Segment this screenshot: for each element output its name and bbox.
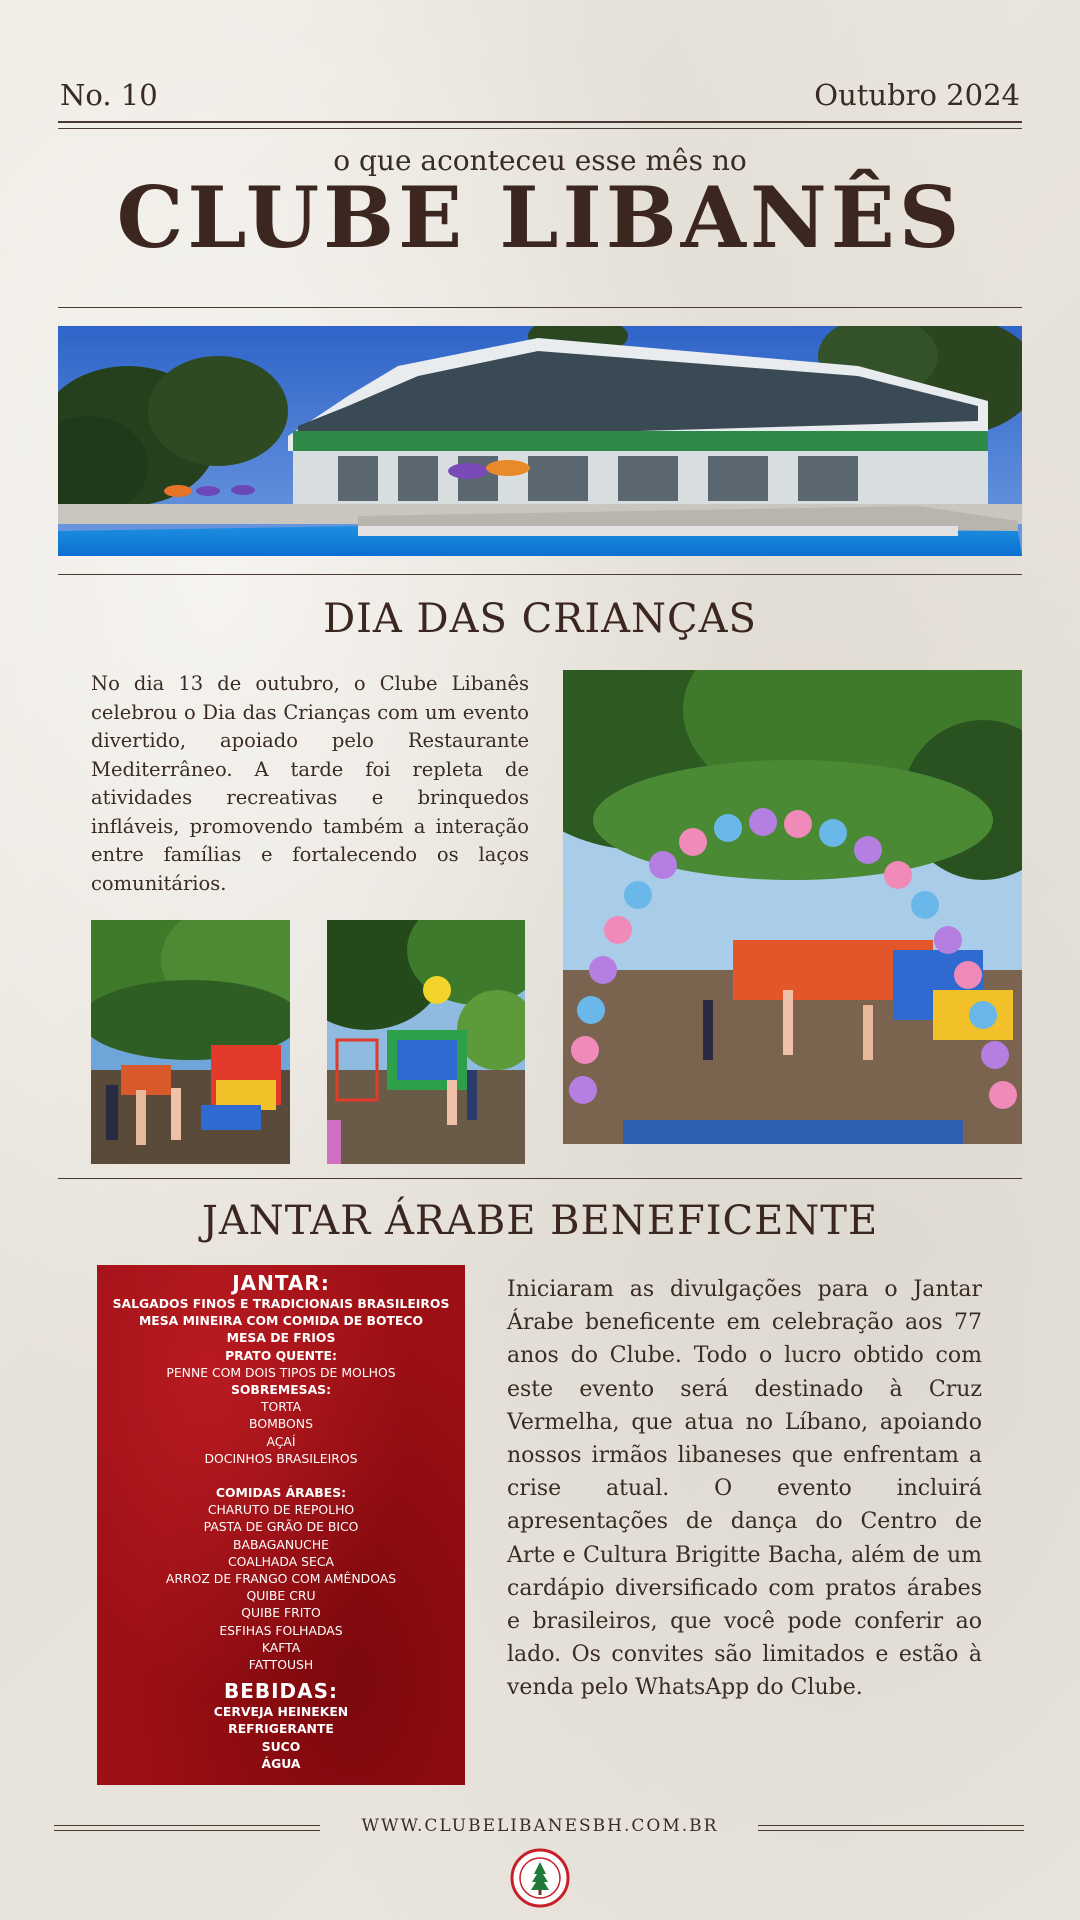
kids-section-bottom-rule — [58, 1178, 1022, 1179]
menu-item: FATTOUSH — [248, 1657, 314, 1673]
menu-item: BABAGANUCHE — [233, 1536, 329, 1552]
menu-item: SALGADOS FINOS E TRADICIONAIS BRASILEIROS — [112, 1296, 450, 1311]
masthead-rule — [58, 121, 1022, 129]
menu-item: DOCINHOS BRASILEIROS — [204, 1450, 358, 1466]
menu-jantar-title: JANTAR: — [232, 1271, 330, 1295]
hero-bottom-rule — [58, 574, 1022, 575]
clubhouse-pool-photo — [58, 326, 1022, 556]
menu-item: ARROZ DE FRANGO COM AMÊNDOAS — [165, 1571, 397, 1587]
menu-item: PENNE COM DOIS TIPOS DE MOLHOS — [166, 1364, 396, 1380]
kids-photo-playground — [327, 920, 525, 1164]
dinner-section-title: JANTAR ÁRABE BENEFICENTE — [201, 1198, 879, 1244]
issue-date: Outubro 2024 — [814, 78, 1020, 112]
menu-item: AÇAÍ — [266, 1433, 296, 1449]
masthead-title: CLUBE LIBANÊS — [116, 168, 964, 267]
menu-prato-title: PRATO QUENTE: — [225, 1347, 337, 1363]
menu-bebidas-title: BEBIDAS: — [223, 1679, 339, 1704]
menu-item: COALHADA SECA — [228, 1553, 334, 1569]
issue-number: No. 10 — [60, 78, 158, 112]
menu-item: MESA DE FRIOS — [226, 1330, 336, 1346]
kids-photo-inflatables — [91, 920, 290, 1164]
menu-item: QUIBE FRITO — [241, 1605, 321, 1621]
footer-rule-right — [758, 1825, 1024, 1831]
menu-item: BOMBONS — [249, 1416, 313, 1432]
menu-item: TORTA — [260, 1399, 302, 1415]
menu-item: KAFTA — [261, 1639, 301, 1655]
kids-photo-balloon-arch — [563, 670, 1022, 1144]
dinner-section-text: Iniciaram as divulgações para o Jantar Árabe beneficente em celebração aos 77 anos do Clube. Todo o lucro obtido com este evento será destinado à Cruz Vermelha, que atua no Líbano, apoiando nossos irmãos libaneses que enfrentam a crise atual. O evento incluirá apresentações de dança do Centro de Arte e Cultura Brigitte Bacha, além de um cardápio diversificado com pratos árabes e brasileiros, que você pode conferir ao lado. Os convites são limitados e estão à venda pelo WhatsApp do Clube. — [507, 1277, 982, 1701]
menu-item: ÁGUA — [261, 1755, 301, 1771]
club-seal-logo — [510, 1848, 570, 1908]
menu-arabes-title: COMIDAS ÁRABES: — [215, 1485, 347, 1501]
menu-item: REFRIGERANTE — [228, 1721, 334, 1737]
footer-website-link[interactable]: WWW.CLUBELIBANESBH.COM.BR — [361, 1816, 719, 1836]
menu-sobremesas-title: SOBREMESAS: — [230, 1382, 332, 1398]
kids-section-title: DIA DAS CRIANÇAS — [323, 596, 757, 642]
menu-item: ESFIHAS FOLHADAS — [219, 1622, 343, 1638]
menu-item: SUCO — [261, 1738, 301, 1754]
masthead-kicker: o que aconteceu esse mês no — [333, 144, 747, 177]
dinner-menu-card — [97, 1265, 465, 1785]
masthead-bottom-rule — [58, 307, 1022, 308]
menu-item: QUIBE CRU — [246, 1588, 316, 1604]
menu-item: PASTA DE GRÃO DE BICO — [203, 1519, 359, 1535]
menu-item: MESA MINEIRA COM COMIDA DE BOTECO — [138, 1313, 424, 1329]
menu-item: CERVEJA HEINEKEN — [213, 1704, 349, 1720]
kids-section-text: No dia 13 de outubro, o Clube Libanês celebrou o Dia das Crianças com um evento divertido, apoiado pelo Restaurante Mediterrâneo. A tarde foi repleta de atividades recreativas e brinquedos infláveis, promovendo também a interação entre famílias e fortalecendo os laços comunitários. — [91, 672, 529, 895]
menu-item: CHARUTO DE REPOLHO — [207, 1502, 355, 1518]
